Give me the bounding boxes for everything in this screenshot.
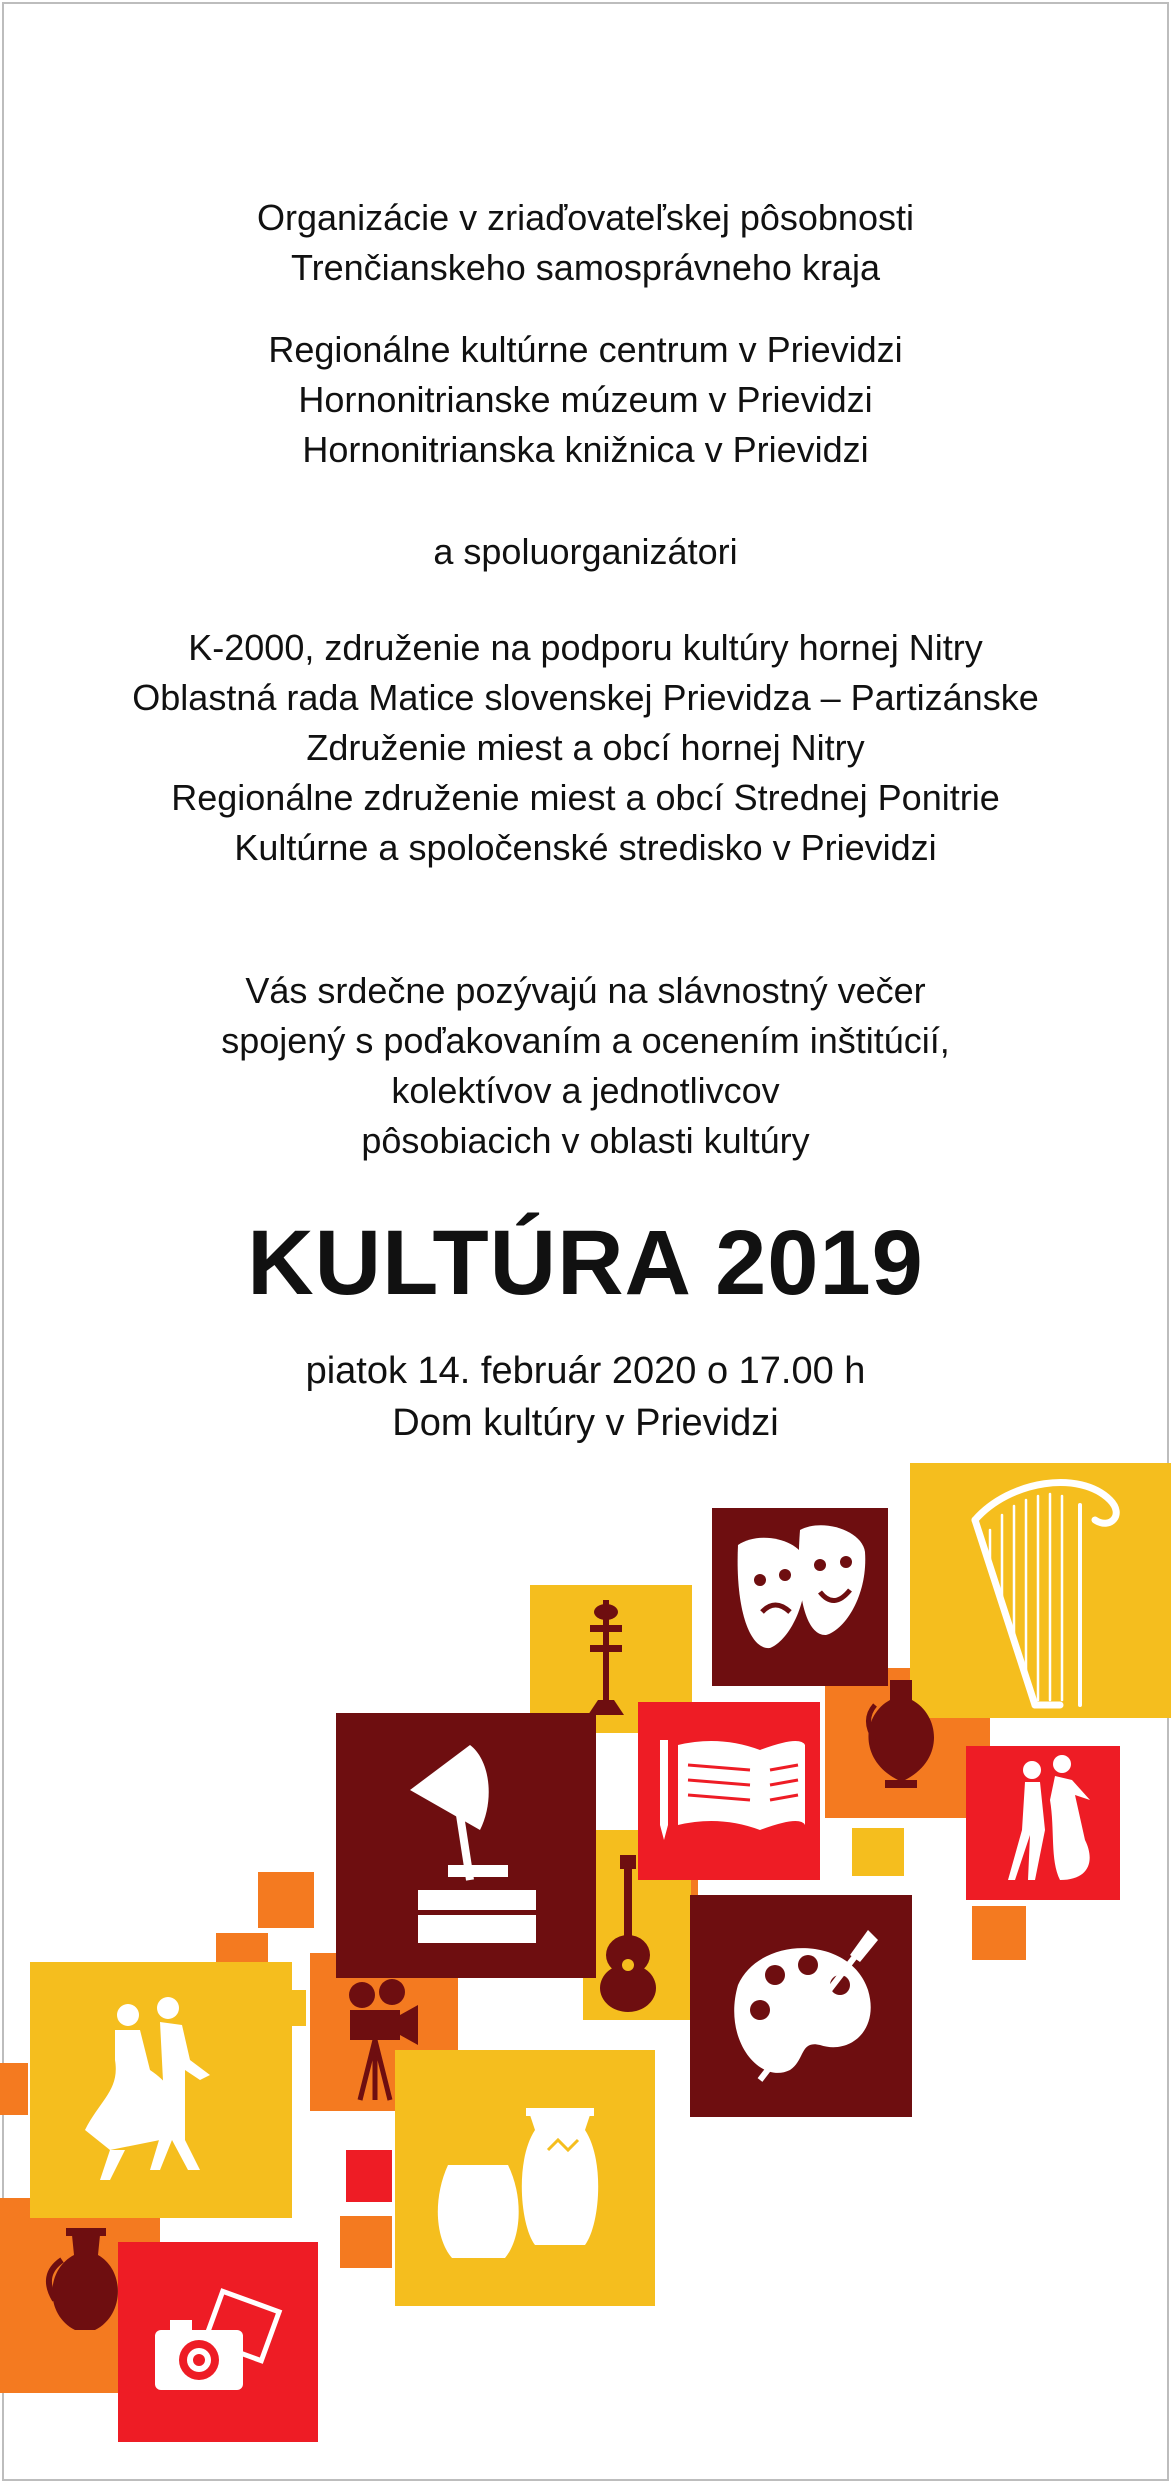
accent-square <box>346 2150 392 2202</box>
institution-line: Hornonitrianska knižnica v Prievidzi <box>302 429 869 470</box>
accent-square <box>852 1828 904 1876</box>
co-organizer-line: Kultúrne a spoločenské stredisko v Prievidzi <box>234 827 937 868</box>
co-organizer-line: K-2000, združenie na podporu kultúry hornej Nitry <box>188 627 983 668</box>
co-organizer-line: Regionálne združenie miest a obcí Strednej Ponitrie <box>171 777 1000 818</box>
co-organizer-line: Oblastná rada Matice slovenskej Prievidza – Partizánske <box>132 677 1039 718</box>
invitation-line: Vás srdečne pozývajú na slávnostný večer <box>245 970 926 1011</box>
institution-line: Regionálne kultúrne centrum v Prievidzi <box>268 329 903 370</box>
invitation-line: spojený s poďakovaním a ocenením inštitúcií, <box>221 1020 950 1061</box>
event-title: KULTÚRA 2019 <box>247 1212 924 1314</box>
event-date: piatok 14. február 2020 o 17.00 h <box>305 1350 866 1392</box>
organizers-line: Trenčianskeho samosprávneho kraja <box>291 247 880 288</box>
co-label-text: a spoluorganizátori <box>433 531 738 572</box>
co-organizer-line: Združenie miest a obcí hornej Nitry <box>306 727 865 768</box>
accent-square <box>340 2216 392 2268</box>
event-venue: Dom kultúry v Prievidzi <box>392 1402 779 1444</box>
accent-square <box>258 1872 314 1928</box>
institution-line: Hornonitrianske múzeum v Prievidzi <box>298 379 873 420</box>
accent-square <box>972 1906 1026 1960</box>
invitation-line: kolektívov a jednotlivcov <box>391 1070 780 1111</box>
accent-square <box>0 2063 28 2115</box>
harp-tile <box>910 1463 1171 1718</box>
invitation-line: pôsobiacich v oblasti kultúry <box>361 1120 810 1161</box>
organizers-line: Organizácie v zriaďovateľskej pôsobnosti <box>257 197 914 238</box>
